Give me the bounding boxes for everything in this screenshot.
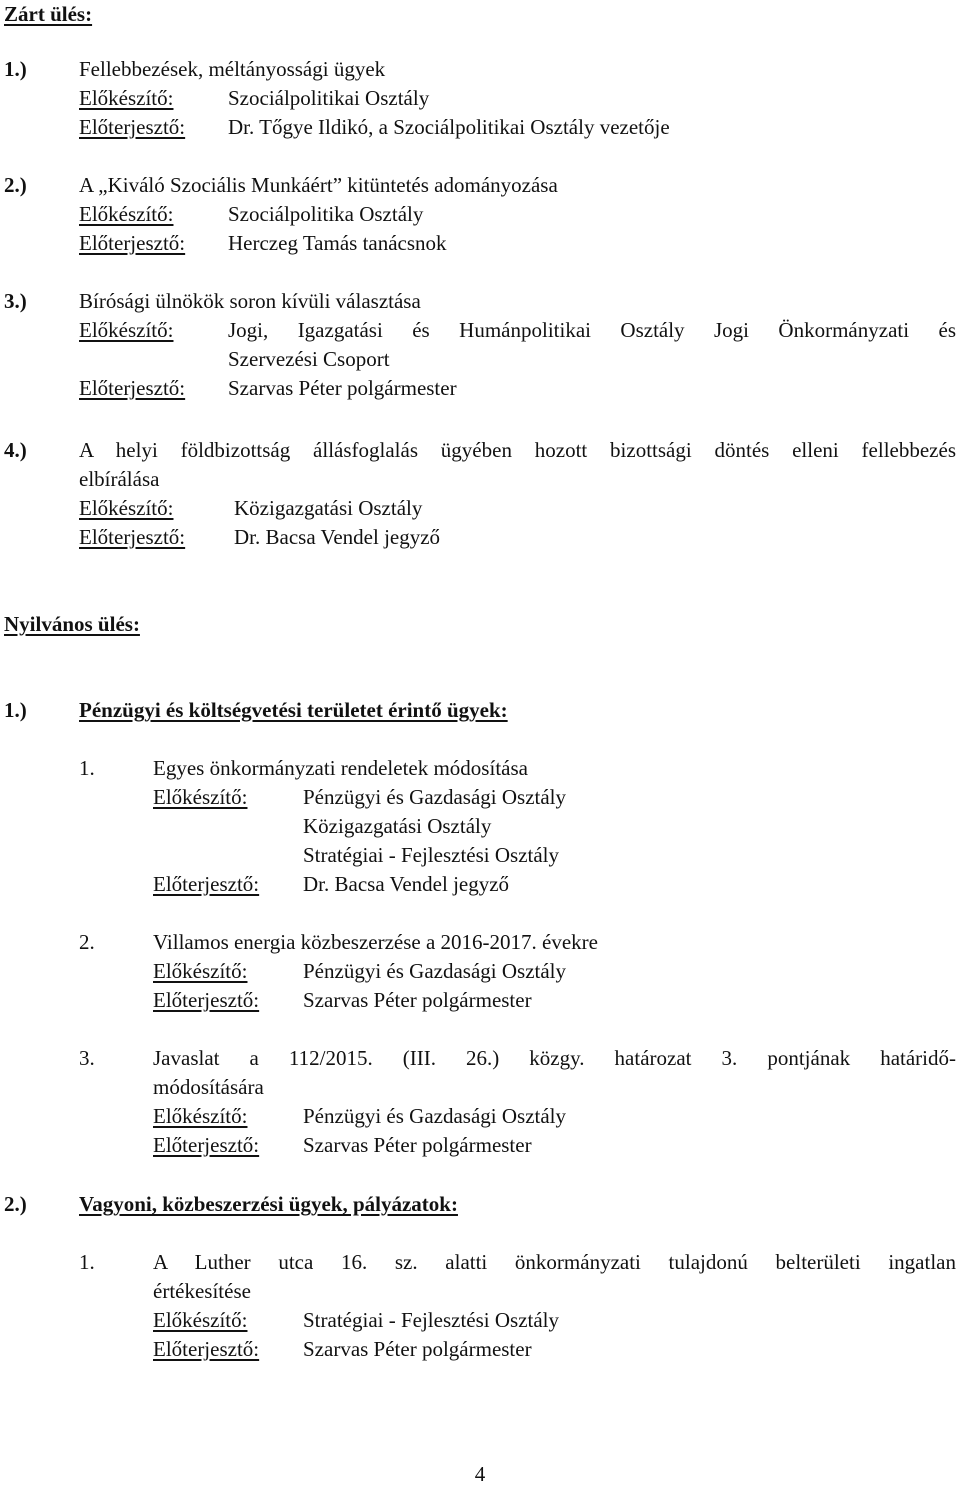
open-g2-item-1-pres-label: Előterjesztő: [153,1337,260,1361]
closed-item-1-prep-label: Előkészítő: [79,86,174,110]
closed-item-1-pres-label: Előterjesztő: [79,115,186,139]
open-g1-item-3-pres-value: Szarvas Péter polgármester [303,1133,532,1157]
closed-item-1-title: Fellebbezések, méltányossági ügyek [79,57,386,81]
closed-item-4-pres-label: Előterjesztő: [79,525,186,549]
closed-item-1-number: 1.) [4,57,27,81]
open-g1-item-2-prep-label: Előkészítő: [153,959,248,983]
closed-item-2-prep-label: Előkészítő: [79,202,174,226]
closed-item-3-prep-value-line2: Szervezési Csoport [228,347,390,371]
closed-item-4-prep-value: Közigazgatási Osztály [234,496,423,520]
open-g1-item-1-prep-value-3: Stratégiai - Fejlesztési Osztály [303,843,560,867]
open-g1-item-3-number: 3. [79,1046,95,1070]
closed-item-1-prep-value: Szociálpolitikai Osztály [228,86,430,110]
closed-item-4-title-line2: elbírálása [79,467,160,491]
closed-item-2-title: A „Kiváló Szociális Munkáért” kitüntetés adományozása [79,173,558,197]
closed-item-1-pres-value: Dr. Tőgye Ildikó, a Szociálpolitikai Osztály vezetője [228,115,670,139]
closed-item-3-pres-label: Előterjesztő: [79,376,186,400]
closed-item-4-prep-label: Előkészítő: [79,496,174,520]
closed-item-3-prep-value-line1: Jogi, Igazgatási és Humánpolitikai Osztály Jogi Önkormányzati és [228,318,956,342]
open-g2-item-1-title-line2: értékesítése [153,1279,251,1303]
open-g2-item-1-prep-value: Stratégiai - Fejlesztési Osztály [303,1308,560,1332]
open-g2-item-1-title-line1: A Luther utca 16. sz. alatti önkormányzati tulajdonú belterületi ingatlan [153,1250,956,1274]
open-g1-item-3-pres-label: Előterjesztő: [153,1133,260,1157]
open-g1-item-2-number: 2. [79,930,95,954]
closed-item-4-title-line1: A helyi földbizottság állásfoglalás ügyében hozott bizottsági döntés elleni fellebbezés [79,438,956,462]
closed-item-4-pres-value: Dr. Bacsa Vendel jegyző [234,525,441,549]
open-g1-item-1-title: Egyes önkormányzati rendeletek módosítása [153,756,528,780]
open-g1-item-2-pres-label: Előterjesztő: [153,988,260,1012]
open-g1-item-1-prep-value-1: Pénzügyi és Gazdasági Osztály [303,785,567,809]
closed-item-2-pres-value: Herczeg Tamás tanácsnok [228,231,447,255]
open-g1-item-1-number: 1. [79,756,95,780]
open-g1-item-2-title: Villamos energia közbeszerzése a 2016-2017. évekre [153,930,598,954]
open-session-heading: Nyilvános ülés: [4,612,140,636]
closed-session-heading: Zárt ülés: [4,2,93,26]
open-group-1-title: Pénzügyi és költségvetési területet érintő ügyek: [79,698,508,722]
open-group-1-number: 1.) [4,698,27,722]
closed-item-3-prep-label: Előkészítő: [79,318,174,342]
open-g1-item-1-pres-value: Dr. Bacsa Vendel jegyző [303,872,510,896]
closed-item-4-number: 4.) [4,438,27,462]
closed-item-3-number: 3.) [4,289,27,313]
open-g1-item-3-prep-value: Pénzügyi és Gazdasági Osztály [303,1104,567,1128]
page-number: 4 [474,1462,486,1486]
open-g1-item-3-title-line2: módosítására [153,1075,264,1099]
open-g1-item-2-pres-value: Szarvas Péter polgármester [303,988,532,1012]
closed-item-3-title: Bírósági ülnökök soron kívüli választása [79,289,421,313]
open-g1-item-2-prep-value: Pénzügyi és Gazdasági Osztály [303,959,567,983]
closed-item-2-number: 2.) [4,173,27,197]
open-group-2-number: 2.) [4,1192,27,1216]
open-g1-item-1-pres-label: Előterjesztő: [153,872,260,896]
open-g1-item-1-prep-value-2: Közigazgatási Osztály [303,814,492,838]
open-g2-item-1-pres-value: Szarvas Péter polgármester [303,1337,532,1361]
open-g1-item-3-title-line1: Javaslat a 112/2015. (III. 26.) közgy. határozat 3. pontjának határidő- [153,1046,956,1070]
open-g1-item-3-prep-label: Előkészítő: [153,1104,248,1128]
closed-item-2-prep-value: Szociálpolitika Osztály [228,202,424,226]
open-group-2-title: Vagyoni, közbeszerzési ügyek, pályázatok: [79,1192,458,1216]
open-g2-item-1-prep-label: Előkészítő: [153,1308,248,1332]
closed-item-2-pres-label: Előterjesztő: [79,231,186,255]
open-g2-item-1-number: 1. [79,1250,95,1274]
closed-item-3-pres-value: Szarvas Péter polgármester [228,376,457,400]
open-g1-item-1-prep-label: Előkészítő: [153,785,248,809]
